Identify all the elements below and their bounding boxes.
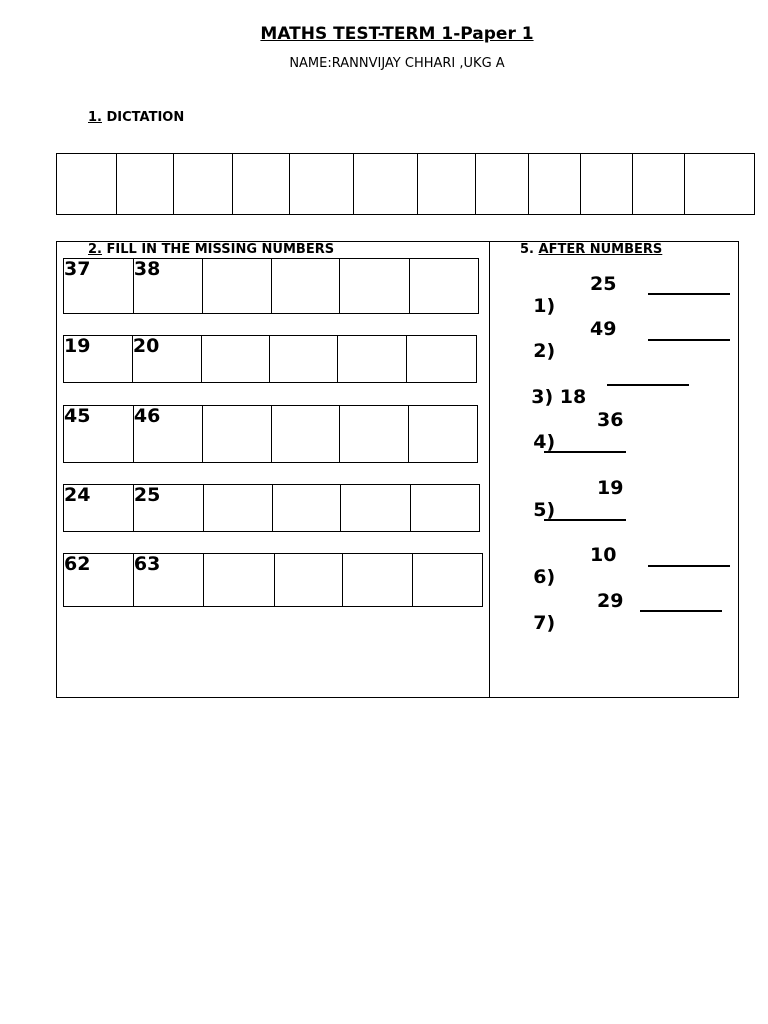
number-row <box>63 258 479 314</box>
answer-blank[interactable] <box>544 519 626 521</box>
missing-numbers-heading-number: 2. <box>88 242 102 257</box>
question-value: 19 <box>597 477 624 499</box>
answer-blank[interactable] <box>648 339 730 341</box>
dictation-cell[interactable] <box>174 154 233 215</box>
dictation-heading-number: 1. <box>88 110 102 125</box>
after-number-question <box>520 544 555 588</box>
dictation-cell[interactable] <box>116 154 174 215</box>
after-number-question <box>520 318 555 362</box>
answer-cell[interactable] <box>340 406 409 463</box>
number-row <box>63 335 477 383</box>
question-label: 1) <box>533 295 556 317</box>
dictation-cell[interactable] <box>632 154 685 215</box>
dictation-cell[interactable] <box>290 154 354 215</box>
answer-cell[interactable] <box>202 406 271 463</box>
dictation-cell[interactable] <box>353 154 418 215</box>
after-numbers-heading-number: 5. <box>520 242 534 257</box>
question-label: 6) <box>533 566 556 588</box>
answer-cell[interactable] <box>338 336 407 383</box>
dictation-cell[interactable] <box>581 154 633 215</box>
answer-cell[interactable] <box>202 259 271 314</box>
answer-cell[interactable] <box>341 485 411 532</box>
question-label: 2) <box>533 340 556 362</box>
answer-blank[interactable] <box>640 610 722 612</box>
answer-blank[interactable] <box>648 293 730 295</box>
answer-cell[interactable] <box>274 554 343 607</box>
answer-cell[interactable] <box>411 485 480 532</box>
question-value: 29 <box>597 590 624 612</box>
answer-blank[interactable] <box>544 451 626 453</box>
after-numbers-heading <box>520 242 662 257</box>
answer-cell[interactable] <box>407 336 477 383</box>
answer-cell[interactable] <box>413 554 483 607</box>
after-number-question <box>518 364 586 408</box>
question-label: 3) 18 <box>531 386 587 408</box>
answer-blank[interactable] <box>648 565 730 567</box>
answer-cell[interactable] <box>201 336 269 383</box>
page-title: MATHS TEST-TERM 1-Paper 1 <box>260 24 534 44</box>
number-row <box>63 405 478 463</box>
given-number-cell: 20 <box>132 336 201 383</box>
answer-blank[interactable] <box>607 384 689 386</box>
question-label: 7) <box>533 612 556 634</box>
after-number-question <box>520 273 555 317</box>
after-number-question <box>520 409 555 453</box>
dictation-cell[interactable] <box>528 154 581 215</box>
after-number-question <box>520 590 555 634</box>
question-value: 25 <box>590 273 617 295</box>
dictation-cell[interactable] <box>418 154 476 215</box>
question-label: 5) <box>533 499 556 521</box>
given-number-cell: 63 <box>133 554 203 607</box>
question-value: 36 <box>597 409 624 431</box>
answer-cell[interactable] <box>271 259 340 314</box>
dictation-heading-title: DICTATION <box>106 110 185 125</box>
answer-cell[interactable] <box>340 259 410 314</box>
given-number-cell: 24 <box>64 485 134 532</box>
given-number-cell: 62 <box>64 554 134 607</box>
dictation-cell[interactable] <box>232 154 290 215</box>
answer-cell[interactable] <box>343 554 413 607</box>
question-value: 49 <box>590 318 617 340</box>
given-number-cell: 19 <box>64 336 133 383</box>
question-label: 4) <box>533 431 556 453</box>
given-number-cell: 38 <box>133 259 202 314</box>
panel-divider <box>489 241 490 698</box>
given-number-cell: 46 <box>133 406 202 463</box>
answer-cell[interactable] <box>203 554 274 607</box>
given-number-cell: 25 <box>133 485 203 532</box>
number-row <box>63 553 483 607</box>
dictation-cell[interactable] <box>685 154 755 215</box>
given-number-cell: 37 <box>64 259 134 314</box>
number-row <box>63 484 480 532</box>
missing-numbers-heading <box>88 242 334 257</box>
after-number-question <box>520 477 555 521</box>
dictation-grid <box>56 153 755 215</box>
answer-cell[interactable] <box>272 485 341 532</box>
answer-cell[interactable] <box>269 336 338 383</box>
dictation-heading <box>88 110 184 125</box>
given-number-cell: 45 <box>64 406 134 463</box>
answer-cell[interactable] <box>409 406 478 463</box>
after-numbers-heading-title: AFTER NUMBERS <box>538 242 663 257</box>
question-value: 10 <box>590 544 617 566</box>
missing-numbers-heading-title: FILL IN THE MISSING NUMBERS <box>106 242 335 257</box>
answer-cell[interactable] <box>271 406 340 463</box>
dictation-cell[interactable] <box>57 154 117 215</box>
answer-cell[interactable] <box>410 259 479 314</box>
answer-cell[interactable] <box>203 485 272 532</box>
dictation-cell[interactable] <box>475 154 528 215</box>
student-name-line: NAME:RANNVIJAY CHHARI ,UKG A <box>289 56 505 71</box>
